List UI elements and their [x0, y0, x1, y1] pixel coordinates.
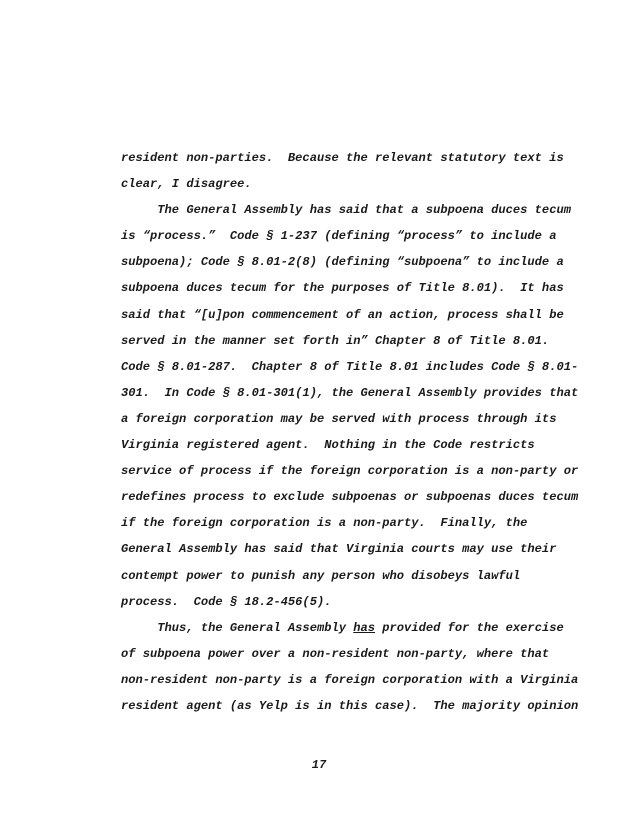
text-line: is “process.” Code § 1-237 (defining “process” to include a: [121, 229, 557, 244]
text-segment: provided for the exercise: [375, 620, 564, 635]
text-line: clear, I disagree.: [121, 177, 252, 192]
text-line: non-resident non-party is a foreign corporation with a Virginia: [121, 672, 579, 687]
text-line: Virginia registered agent. Nothing in the Code restricts: [121, 438, 535, 453]
text-line: served in the manner set forth in” Chapter 8 of Title 8.01.: [121, 333, 550, 348]
text-line: process. Code § 18.2-456(5).: [121, 594, 332, 609]
text-line: subpoena duces tecum for the purposes of Title 8.01). It has: [121, 281, 564, 296]
text-line: if the foreign corporation is a non-party. Finally, the: [121, 516, 528, 531]
text-line: contempt power to punish any person who disobeys lawful: [121, 568, 521, 583]
text-line: [121, 615, 601, 641]
text-line: service of process if the foreign corporation is a non-party or: [121, 464, 579, 479]
text-line: redefines process to exclude subpoenas or subpoenas duces tecum: [121, 490, 579, 505]
body-text: [121, 145, 601, 719]
text-segment: Thus, the General Assembly: [121, 620, 354, 635]
page-number: 17: [311, 758, 327, 772]
text-line: The General Assembly has said that a subpoena duces tecum: [121, 203, 571, 218]
text-line: said that “[u]pon commencement of an action, process shall be: [121, 307, 564, 322]
text-line: resident agent (as Yelp is in this case). The majority opinion: [121, 698, 579, 713]
underlined-text: has: [353, 620, 376, 635]
text-line: of subpoena power over a non-resident non-party, where that: [121, 646, 550, 661]
text-line: General Assembly has said that Virginia courts may use their: [121, 542, 557, 557]
text-line: a foreign corporation may be served with process through its: [121, 411, 557, 426]
text-line: resident non-parties. Because the relevant statutory text is: [121, 151, 564, 165]
text-line: 301. In Code § 8.01-301(1), the General Assembly provides that: [121, 385, 579, 400]
text-line: Code § 8.01-287. Chapter 8 of Title 8.01 includes Code § 8.01-: [121, 359, 579, 374]
text-line: subpoena); Code § 8.01-2(8) (defining “subpoena” to include a: [121, 255, 564, 270]
